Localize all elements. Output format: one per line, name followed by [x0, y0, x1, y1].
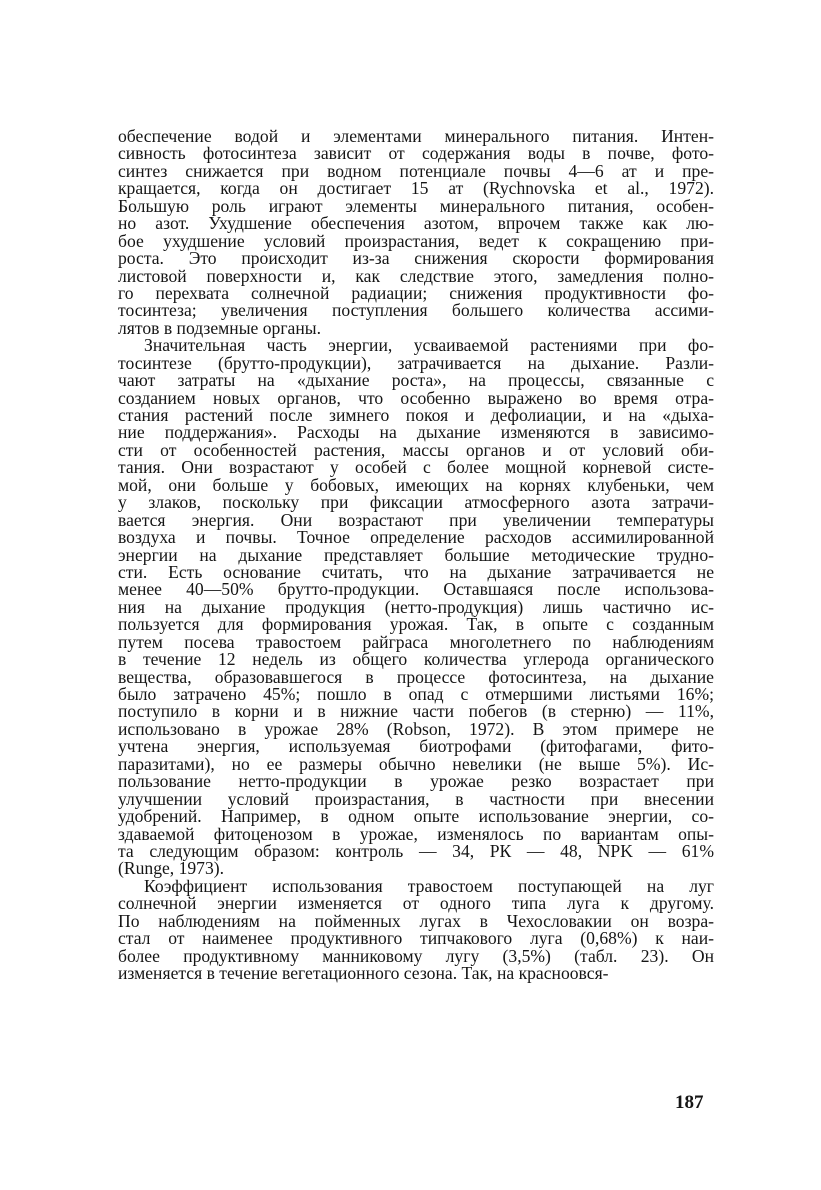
text-line: синтез снижается при водном потенциале почвы 4—6 ат и пре- [118, 160, 714, 181]
text-line: го перехвата солнечной радиации; снижения продуктивности фо- [118, 282, 714, 303]
text-line: учтена энергия, используемая биотрофами (фитофагами, фито- [118, 736, 714, 757]
text-line: тания. Они возрастают у особей с более мощной корневой систе- [118, 457, 714, 478]
text-line: у злаков, поскольку при фиксации атмосферного азота затрачи- [118, 492, 714, 513]
text-line: воздуха и почвы. Точное определение расходов ассимилированной [118, 527, 714, 548]
text-line: стания растений после зимнего покоя и дефолиации, и на «дыха- [118, 405, 714, 425]
text-line: По наблюдениям на пойменных лугах в Чехословакии он возра- [118, 910, 714, 931]
paragraph [118, 337, 714, 878]
text-line: солнечной энергии изменяется от одного типа луга к другому. [118, 893, 714, 914]
text-line: энергии на дыхание представляет большие методические трудно- [118, 544, 714, 565]
text-line: здаваемой фитоценозом в урожае, изменялось по вариантам опы- [118, 823, 714, 844]
paragraph [118, 875, 714, 983]
text-line: стал от наименее продуктивного типчакового луга (0,68%) к наи- [118, 928, 714, 949]
text-line: поступило в корни и в нижние части побегов (в стерню) — 11%, [118, 701, 714, 722]
text-line: сивность фотосинтеза зависит от содержания воды в почве, фото- [118, 143, 714, 164]
text-line: (Runge, 1973). [118, 858, 225, 879]
text-line: улучшении условий произрастания, в частности при внесении [118, 788, 714, 809]
text-line: сти от особенностей растения, массы органов и от условий оби- [118, 439, 714, 460]
text-line: тосинтезе (брутто-продукции), затрачивается на дыхание. Разли- [118, 352, 714, 373]
text-line: мой, они больше у бобовых, имеющих на корнях клубеньки, чем [118, 474, 714, 495]
text-line: лятов в подземные органы. [118, 317, 321, 338]
text-line: сти. Есть основание считать, что на дыхание затрачивается не [118, 561, 714, 582]
text-line: листовой поверхности и, как следствие этого, замедления полно- [118, 265, 714, 286]
page-number: 187 [675, 1092, 704, 1113]
text-line: пользуется для формирования урожая. Так, в опыте с созданным [118, 614, 714, 635]
text-line: тосинтеза; увеличения поступления большего количества ассими- [118, 300, 714, 321]
text-line: было затрачено 45%; пошло в опад с отмершими листьями 16%; [118, 684, 714, 704]
text-line: кращается, когда он достигает 15 ат (Rychnovska et al., 1972). [118, 178, 714, 199]
paragraph [118, 128, 714, 337]
text-line: Значительная часть энергии, усваиваемой растениями при фо- [144, 335, 714, 356]
text-line: та следующим образом: контроль — 34, РК — 48, NPK — 61% [118, 840, 714, 861]
text-line: обеспечение водой и элементами минерального питания. Интен- [118, 126, 714, 146]
text-line: ния на дыхание продукция (нетто-продукция) лишь частично ис- [118, 596, 714, 617]
text-line: путем посева травостоем райграса многолетнего по наблюдениям [118, 631, 714, 652]
text-line: бое ухудшение условий произрастания, ведет к сокращению при- [118, 230, 714, 251]
text-line: созданием новых органов, что особенно выражено во время отра- [118, 387, 714, 408]
text-line: менее 40—50% брутто-продукции. Оставшаяся после использова- [118, 579, 714, 600]
text-line: в течение 12 недель из общего количества углерода органического [118, 649, 714, 670]
text-line: вещества, образовавшегося в процессе фотосинтеза, на дыхание [118, 666, 714, 687]
text-line: удобрений. Например, в одном опыте использование энергии, со- [118, 806, 714, 827]
text-line: вается энергия. Они возрастают при увеличении температуры [118, 509, 714, 530]
body-text [118, 128, 714, 982]
text-line: но азот. Ухудшение обеспечения азотом, впрочем также как лю- [118, 213, 714, 234]
text-line: использовано в урожае 28% (Robson, 1972). В этом примере не [118, 718, 714, 739]
text-line: роста. Это происходит из-за снижения скорости формирования [118, 248, 714, 269]
text-line: ние поддержания». Расходы на дыхание изменяются в зависимо- [118, 422, 714, 443]
text-line: Большую роль играют элементы минерального питания, особен- [118, 195, 714, 216]
text-line: Коэффициент использования травостоем поступающей на луг [144, 875, 714, 896]
text-line: более продуктивному манниковому лугу (3,5%) (табл. 23). Он [118, 945, 714, 966]
text-line: паразитами), но ее размеры обычно невелики (не выше 5%). Ис- [118, 753, 714, 774]
text-line: чают затраты на «дыхание роста», на процессы, связанные с [118, 370, 714, 391]
text-line: изменяется в течение вегетационного сезона. Так, на красноовся- [118, 963, 609, 983]
text-line: пользование нетто-продукции в урожае резко возрастает при [118, 771, 714, 792]
